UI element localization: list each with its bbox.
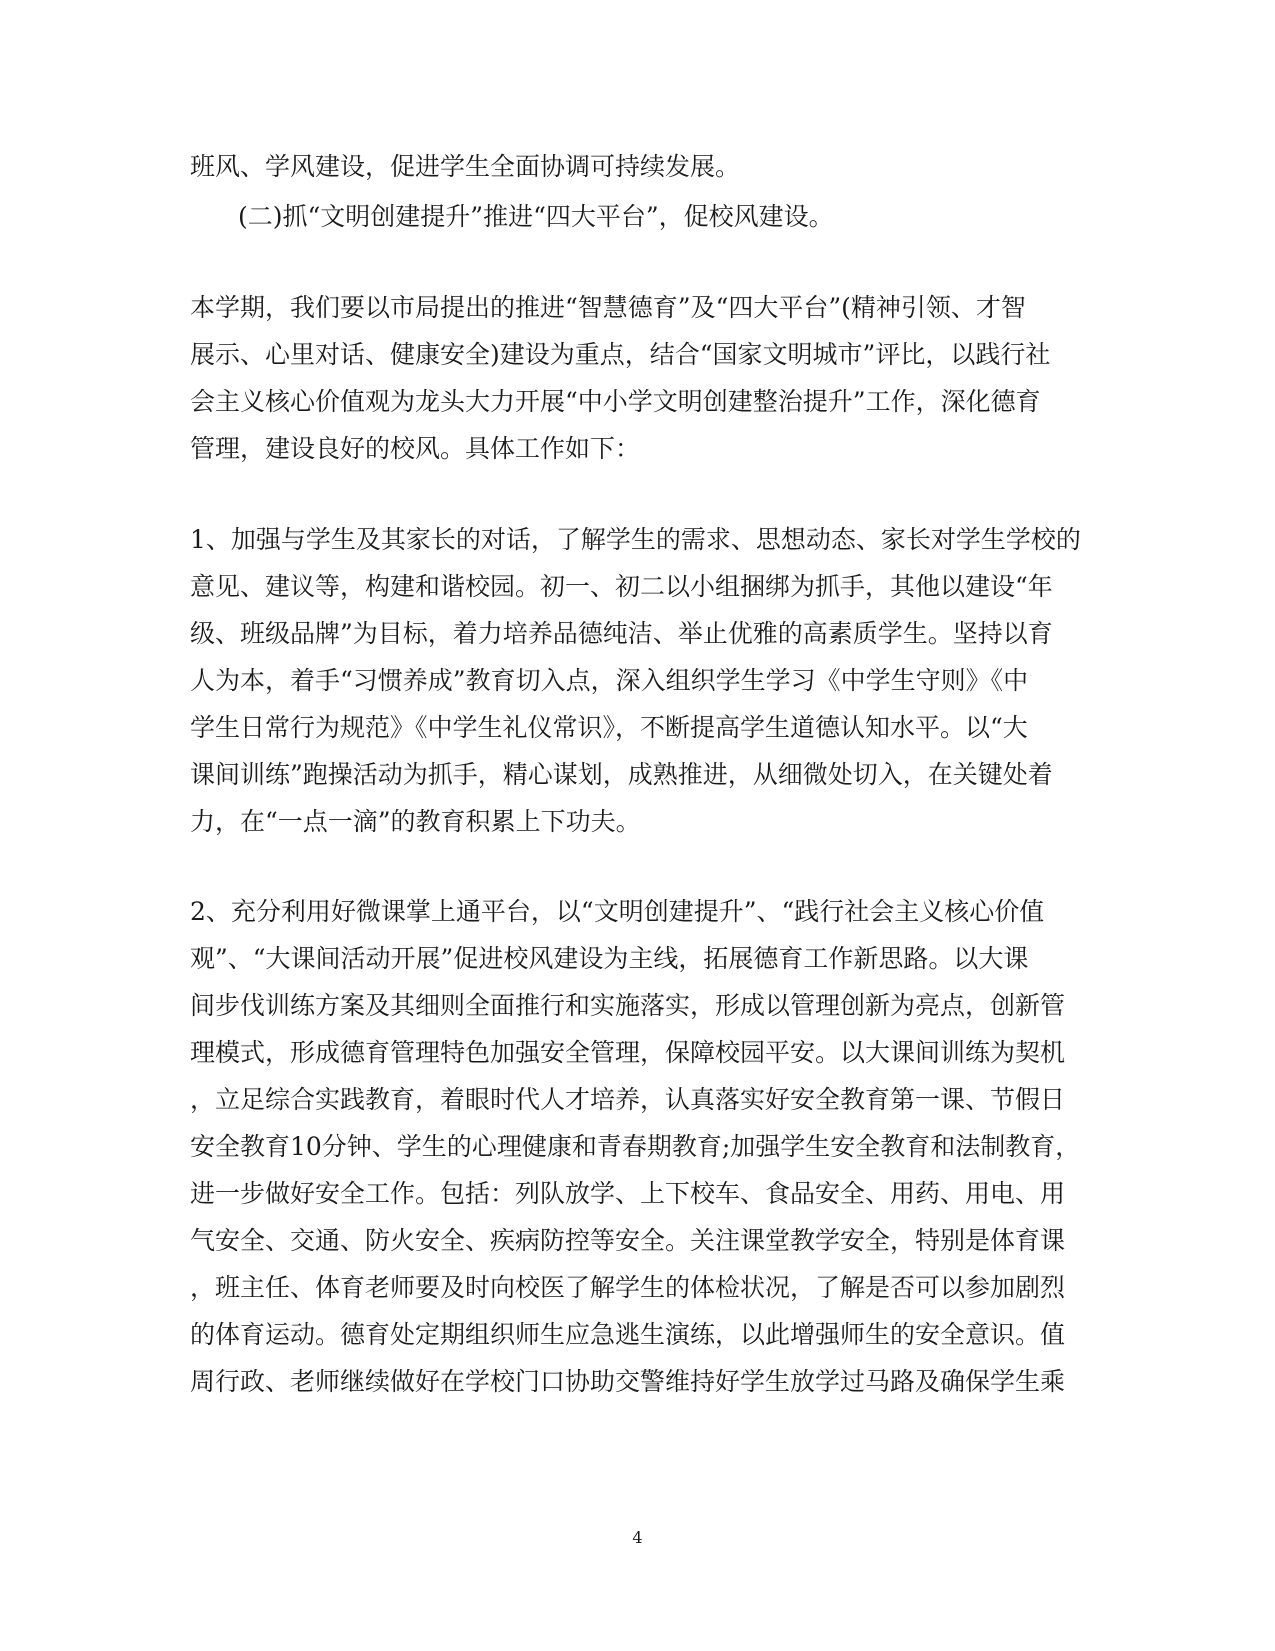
text-line: 进一步做好安全工作。包括：列队放学、上下校车、食品安全、用药、用电、用	[190, 1179, 1066, 1208]
text-line: 展示、心里对话、健康安全)建设为重点，结合“国家文明城市”评比，以践行社	[190, 340, 1051, 369]
text-line: 级、班级品牌”为目标，着力培养品德纯洁、举止优雅的高素质学生。坚持以育	[190, 619, 1053, 648]
text-line: 班风、学风建设，促进学生全面协调可持续发展。	[190, 152, 741, 181]
text-line: 气安全、交通、防火安全、疾病防控等安全。关注课堂教学安全，特别是体育课	[190, 1226, 1066, 1255]
text-line: 理模式，形成德育管理特色加强安全管理，保障校园平安。以大课间训练为契机	[190, 1038, 1066, 1067]
text-line: 的体育运动。德育处定期组织师生应急逃生演练，以此增强师生的安全意识。值	[190, 1320, 1066, 1349]
text-line: 意见、建议等，构建和谐校园。初一、初二以小组捆绑为抓手，其他以建设“年	[190, 572, 1053, 601]
text-line: 观”、“大课间活动开展”促进校风建设为主线，拓展德育工作新思路。以大课	[190, 944, 1029, 973]
section-heading: (二)抓“文明创建提升”推进“四大平台”，促校风建设。	[238, 202, 834, 231]
text-line: ，班主任、体育老师要及时向校医了解学生的体检状况，了解是否可以参加剧烈	[190, 1273, 1066, 1302]
text-line: 安全教育10分钟、学生的心理健康和青春期教育;加强学生安全教育和法制教育，	[190, 1132, 1081, 1161]
text-line: 学生日常行为规范》《中学生礼仪常识》，不断提高学生道德认知水平。以“大	[190, 713, 1028, 742]
text-line: 人为本，着手“习惯养成”教育切入点，深入组织学生学习《中学生守则》《中	[190, 666, 1029, 695]
text-line: 间步伐训练方案及其细则全面推行和实施落实，形成以管理创新为亮点，创新管	[190, 991, 1066, 1020]
page-number: 4	[632, 1528, 643, 1547]
text-line: 会主义核心价值观为龙头大力开展“中小学文明创建整治提升”工作，深化德育	[190, 387, 1041, 416]
text-line: 1、加强与学生及其家长的对话，了解学生的需求、思想动态、家长对学生学校的	[190, 525, 1081, 554]
text-line: 管理，建设良好的校风。具体工作如下：	[190, 434, 641, 463]
text-line: 周行政、老师继续做好在学校门口协助交警维持好学生放学过马路及确保学生乘	[190, 1367, 1066, 1396]
text-line: 力，在“一点一滴”的教育积累上下功夫。	[190, 807, 641, 836]
text-line: 课间训练”跑操活动为抓手，精心谋划，成熟推进，从细微处切入，在关键处着	[190, 760, 1053, 789]
text-line: ，立足综合实践教育，着眼时代人才培养，认真落实好安全教育第一课、节假日	[190, 1085, 1066, 1114]
text-line: 2、充分利用好微课掌上通平台，以“文明创建提升”、“践行社会主义核心价值	[190, 897, 1045, 926]
text-line: 本学期，我们要以市局提出的推进“智慧德育”及“四大平台”(精神引领、才智	[190, 293, 1026, 322]
